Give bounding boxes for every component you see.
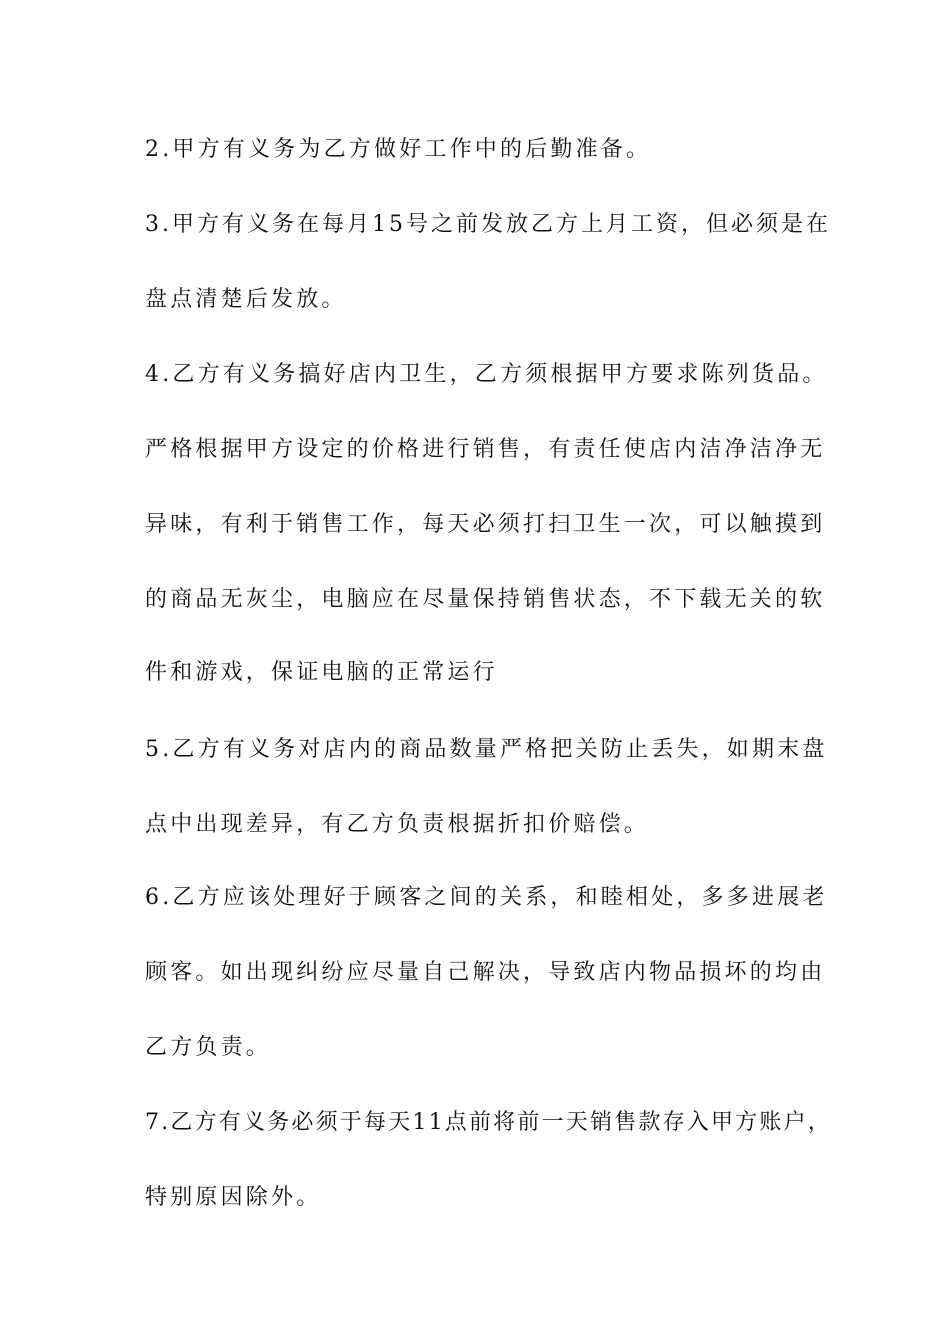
clause-4-line-4: 的商品无灰尘，电脑应在尽量保持销售状态，不下载无关的软 <box>145 587 826 612</box>
clause-4-line-2: 严格根据甲方设定的价格进行销售，有责任使店内洁净洁净无 <box>145 437 826 462</box>
clause-2-line-1: 2.甲方有义务为乙方做好工作中的后勤准备。 <box>145 137 652 162</box>
clause-5-line-2: 点中出现差异，有乙方负责根据折扣价赔偿。 <box>145 812 650 837</box>
clause-7-line-1: 7.乙方有义务必须于每天11点前将前一天销售款存入甲方账户， <box>145 1110 832 1135</box>
clause-3-line-1: 3.甲方有义务在每月15号之前发放乙方上月工资，但必须是在 <box>145 212 831 237</box>
clause-4-line-5: 件和游戏，保证电脑的正常运行 <box>145 660 498 685</box>
clause-5-line-1: 5.乙方有义务对店内的商品数量严格把关防止丢失，如期末盘 <box>145 737 828 762</box>
clause-6-line-1: 6.乙方应该处理好于顾客之间的关系，和睦相处，多多进展老 <box>145 885 828 910</box>
clause-4-line-3: 异味，有利于销售工作，每天必须打扫卫生一次，可以触摸到 <box>145 512 826 537</box>
clause-3-line-2: 盘点清楚后发放。 <box>145 287 347 312</box>
clause-4-line-1: 4.乙方有义务搞好店内卫生，乙方须根据甲方要求陈列货品。 <box>145 362 828 387</box>
clause-7-line-2: 特别原因除外。 <box>145 1185 322 1210</box>
clause-6-line-2: 顾客。如出现纠纷应尽量自己解决，导致店内物品损坏的均由 <box>145 960 826 985</box>
clause-6-line-3: 乙方负责。 <box>145 1035 272 1060</box>
